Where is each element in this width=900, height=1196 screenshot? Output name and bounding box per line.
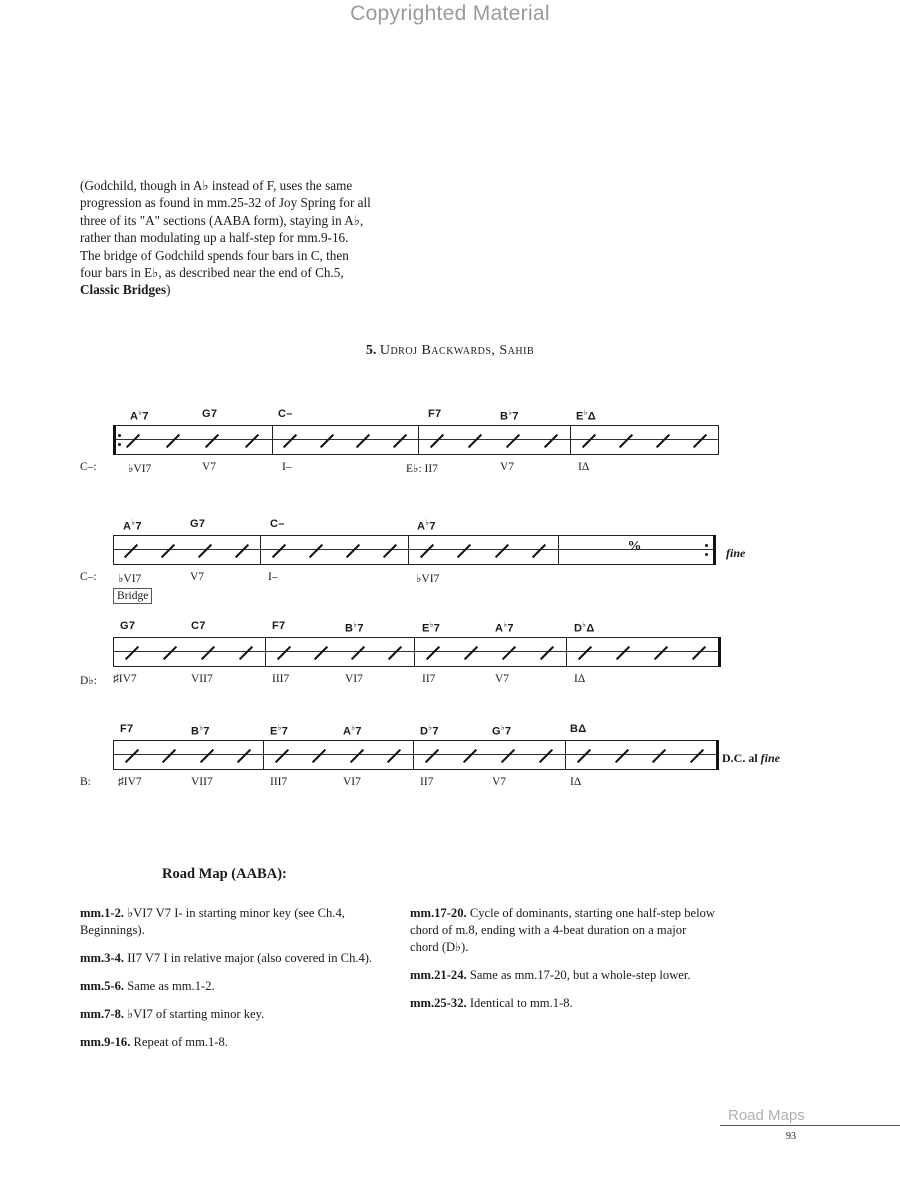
roadmap-entry [80,978,388,995]
roadmap-left-column [80,905,388,1062]
beat-slash [345,544,359,558]
beat-slash [616,646,630,660]
beat-slash [308,544,322,558]
tune-title [0,343,900,359]
beat-slash [312,749,326,763]
chord-symbol: G♭7 [492,723,512,738]
beat-slash [387,749,401,763]
bridge-label: Bridge [113,588,152,604]
beat-slash [468,434,482,448]
copyright-watermark: Copyrighted Material [350,2,550,25]
bar-line [570,425,571,455]
chord-symbol: F7 [428,408,442,420]
bar-line [113,637,114,667]
bar-line [113,740,114,770]
roadmap-entry-label: mm.3-4. [80,951,125,965]
beat-slash [502,646,516,660]
chord-symbol: D♭7 [420,723,439,738]
roman-numeral: V7 [492,776,507,788]
roman-numeral: I– [268,571,278,583]
beat-slash [420,544,434,558]
beat-slash [125,749,139,763]
beat-slash [652,749,666,763]
roman-numeral: II7 [420,776,434,788]
page-number: 93 [786,1131,796,1142]
chord-symbol: A♭7 [123,518,142,533]
intro-paragraph [80,177,390,299]
roadmap-entry-label: mm.9-16. [80,1035,131,1049]
beat-slash [126,434,140,448]
beat-slash [205,434,219,448]
beat-slash [198,544,212,558]
beat-slash [495,544,509,558]
roman-numeral: ♭VI7 [416,573,440,585]
bar-line [566,637,567,667]
roman-numeral: IΔ [578,461,590,473]
beat-slash [350,749,364,763]
dc-prefix: D.C. al [722,751,761,765]
chord-symbol: B♭7 [500,408,519,423]
beat-slash [463,749,477,763]
key-label: C–: [80,571,97,583]
roman-numeral: I– [282,461,292,473]
beat-slash [163,646,177,660]
beat-slash [581,434,595,448]
beat-slash [539,749,553,763]
roadmap-entry-text: Cycle of dominants, starting one half-step below chord of m.8, ending with a 4-beat duration on a major chord (D♭). [410,906,716,954]
beat-slash [426,646,440,660]
chord-symbol: E♭7 [422,620,441,635]
chord-symbol: BΔ [570,723,587,735]
roadmap-entry-text: Same as mm.17-20, but a whole-step lower. [469,968,691,982]
beat-slash [320,434,334,448]
beat-slash [277,646,291,660]
beat-slash [125,646,139,660]
roadmap-entry-text: Identical to mm.1-8. [469,996,573,1010]
beat-slash [201,646,215,660]
beat-slash [393,434,407,448]
chord-symbol: A♭7 [417,518,436,533]
chord-symbol: B♭7 [345,620,364,635]
roadmap-entry-text: Repeat of mm.1-8. [133,1035,228,1049]
beat-slash [425,749,439,763]
beat-slash [124,544,138,558]
roman-numeral: III7 [270,776,288,788]
bar-line [272,425,273,455]
intro-close: ) [166,282,171,298]
beat-slash [532,544,546,558]
roman-numeral: II7 [422,673,436,685]
beat-slash [618,434,632,448]
roadmap-entry [80,1006,388,1023]
roadmap-entry-label: mm.7-8. [80,1007,125,1021]
bar-line [716,740,719,770]
roadmap-entry-text: ♭VI7 of starting minor key. [127,1007,265,1021]
repeat-measure-sign: % [627,539,642,554]
intro-line: three of its "A" sections (AABA form), staying in A♭, [80,212,364,228]
beat-slash [351,646,365,660]
chord-symbol: G7 [120,620,136,632]
beat-slash [464,646,478,660]
chord-symbol: G7 [202,408,218,420]
roman-numeral: IΔ [570,776,582,788]
bar-line [113,535,114,565]
roadmap-title: Road Map (AABA): [162,866,287,882]
beat-slash [430,434,444,448]
beat-slash [239,646,253,660]
beat-slash [692,434,706,448]
intro-line-last [80,281,390,298]
roman-numeral: V7 [495,673,510,685]
chord-symbol: F7 [272,620,286,632]
roman-numeral: IΔ [574,673,586,685]
bar-line [713,535,716,565]
roman-numeral: V7 [202,461,217,473]
chord-symbol: A♭7 [495,620,514,635]
staff [113,740,716,770]
staff-middle-line [113,754,716,755]
repeat-dot [118,443,121,446]
chord-symbol: B♭7 [191,723,210,738]
beat-slash [690,749,704,763]
roadmap-entry [410,995,716,1012]
staff [113,535,713,565]
beat-slash [457,544,471,558]
intro-line: (Godchild, though in A♭ instead of F, uses the same [80,178,353,193]
ending-marking [722,751,780,766]
roadmap-entry-label: mm.1-2. [80,906,125,920]
beat-slash [506,434,520,448]
roman-numeral: ♭VI7 [128,463,152,475]
key-label: D♭: [80,675,97,687]
roadmap-entry [80,950,388,967]
staff [113,425,718,455]
beat-slash [271,544,285,558]
roman-numeral: ♯IV7 [113,673,137,685]
roman-numeral: ♭VI7 [118,573,142,585]
roadmap-entry-label: mm.17-20. [410,906,467,920]
beat-slash [577,749,591,763]
bar-line [558,535,559,565]
beat-slash [654,646,668,660]
roman-numeral: VI7 [345,673,363,685]
bar-line [718,637,721,667]
bar-line [414,637,415,667]
bar-line [408,535,409,565]
beat-slash [356,434,370,448]
roadmap-entry [410,967,716,984]
beat-slash [162,749,176,763]
fine-text: fine [726,546,746,560]
roman-numeral: E♭: II7 [406,463,438,475]
bar-line [265,637,266,667]
key-label: B: [80,776,91,788]
beat-slash [283,434,297,448]
key-label: C–: [80,461,97,473]
roman-numeral: III7 [272,673,290,685]
bar-line [263,740,264,770]
roman-numeral: VII7 [191,673,213,685]
roadmap-entry [80,1034,388,1051]
chord-symbol: C– [278,408,293,420]
roman-numeral: ♯IV7 [118,776,142,788]
beat-slash [200,749,214,763]
beat-slash [544,434,558,448]
bar-line [565,740,566,770]
repeat-dot [118,434,121,437]
beat-slash [501,749,515,763]
roman-numeral: V7 [190,571,205,583]
repeat-dot [705,544,708,547]
footer-chapter-title: Road Maps [728,1107,805,1124]
beat-slash [692,646,706,660]
beat-slash [161,544,175,558]
fine-text: fine [760,751,781,765]
footer-rule [720,1125,900,1126]
roadmap-entry [80,905,388,939]
bar-line [718,425,719,455]
classic-bridges-ref: Classic Bridges [80,282,167,298]
roadmap-entry-label: mm.21-24. [410,968,467,982]
beat-slash [388,646,402,660]
tune-name: Udroj Backwards, Sahib [379,343,535,358]
roadmap-entry-text: ♭VI7 V7 I- in starting minor key (see Ch.4, Beginnings). [80,906,345,937]
chord-symbol: A♭7 [343,723,362,738]
intro-line: The bridge of Godchild spends four bars in C, then [80,247,349,263]
beat-slash [314,646,328,660]
roadmap-entry-label: mm.25-32. [410,996,467,1010]
bar-line [113,425,116,455]
beat-slash [275,749,289,763]
roadmap-entry-text: Same as mm.1-2. [127,979,215,993]
roadmap-entry-text: II7 V7 I in relative major (also covered in Ch.4). [127,951,373,965]
roadmap-entry-label: mm.5-6. [80,979,125,993]
beat-slash [615,749,629,763]
chord-symbol: G7 [190,518,206,530]
beat-slash [655,434,669,448]
chord-symbol: D♭Δ [574,620,595,635]
chord-symbol: A♭7 [130,408,149,423]
roadmap-right-column [410,905,716,1023]
intro-line: four bars in E♭, as described near the end of Ch.5, [80,265,344,281]
chord-symbol: E♭7 [270,723,289,738]
staff [113,637,718,667]
staff-middle-line [113,651,718,652]
beat-slash [540,646,554,660]
intro-line: rather than modulating up a half-step for mm.9-16. [80,230,349,246]
bar-line [260,535,261,565]
chord-symbol: E♭Δ [576,408,596,423]
bar-line [413,740,414,770]
roman-numeral: VI7 [343,776,361,788]
beat-slash [245,434,259,448]
intro-line: progression as found in mm.25-32 of Joy Spring for all [80,195,371,211]
tune-number: 5. [365,343,377,358]
repeat-dot [705,553,708,556]
chord-symbol: C– [270,518,285,530]
beat-slash [578,646,592,660]
beat-slash [237,749,251,763]
chord-symbol: C7 [191,620,206,632]
roman-numeral: VII7 [191,776,213,788]
bar-line [418,425,419,455]
ending-marking [726,546,745,561]
beat-slash [166,434,180,448]
beat-slash [235,544,249,558]
roman-numeral: V7 [500,461,515,473]
chord-symbol: F7 [120,723,134,735]
beat-slash [382,544,396,558]
roadmap-entry [410,905,716,956]
